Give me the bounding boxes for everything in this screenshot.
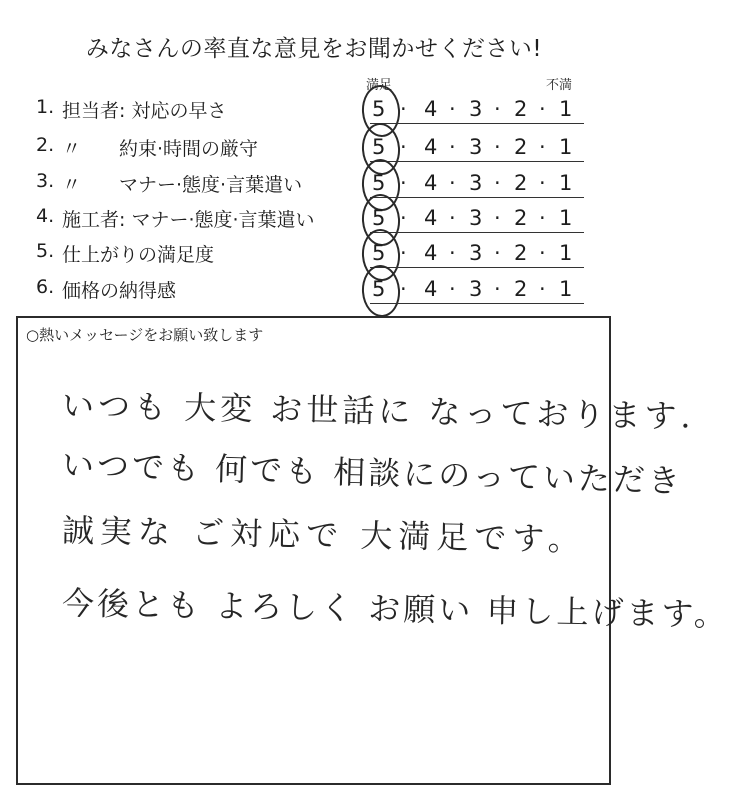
rating-underline: [370, 161, 584, 162]
rating-separator: ·: [400, 241, 407, 265]
rating-separator: ·: [539, 206, 546, 230]
rating-option[interactable]: 2: [514, 206, 528, 230]
rating-separator: ·: [494, 135, 501, 159]
rating-separator: ·: [400, 135, 407, 159]
rating-option[interactable]: 2: [514, 277, 528, 301]
question-label: 担当者: 対応の早さ: [62, 100, 227, 122]
rating-option[interactable]: 5: [372, 135, 386, 159]
rating-separator: ·: [494, 277, 501, 301]
rating-separator: ·: [539, 171, 546, 195]
rating-option[interactable]: 4: [424, 277, 438, 301]
question-number: 4.: [36, 205, 55, 227]
question-row: [0, 92, 628, 126]
rating-separator: ·: [400, 277, 407, 301]
rating-scale: [366, 132, 584, 162]
rating-option[interactable]: 5: [372, 206, 386, 230]
rating-option[interactable]: 1: [559, 97, 573, 121]
rating-option[interactable]: 3: [469, 135, 483, 159]
question-number: 3.: [36, 170, 55, 192]
rating-option[interactable]: 4: [424, 97, 438, 121]
question-label: 〃 約束·時間の厳守: [62, 138, 259, 160]
question-number: 5.: [36, 240, 55, 262]
rating-option[interactable]: 3: [469, 171, 483, 195]
rating-underline: [370, 123, 584, 124]
question-row: [0, 130, 628, 164]
survey-title: みなさんの率直な意見をお聞かせください!: [85, 36, 543, 62]
rating-underline: [370, 197, 584, 198]
question-row: [0, 272, 628, 306]
rating-option[interactable]: 3: [469, 206, 483, 230]
rating-separator: ·: [449, 241, 456, 265]
rating-option[interactable]: 2: [514, 135, 528, 159]
rating-option[interactable]: 2: [514, 171, 528, 195]
rating-underline: [370, 232, 584, 233]
question-row: [0, 201, 628, 235]
question-label: 価格の納得感: [62, 280, 177, 302]
question-label: 〃 マナー·態度·言葉遣い: [62, 174, 303, 196]
rating-underline: [370, 267, 584, 268]
rating-separator: ·: [494, 206, 501, 230]
rating-option[interactable]: 3: [469, 241, 483, 265]
rating-option[interactable]: 1: [559, 135, 573, 159]
rating-option[interactable]: 4: [424, 206, 438, 230]
rating-option[interactable]: 1: [559, 206, 573, 230]
rating-separator: ·: [539, 135, 546, 159]
rating-separator: ·: [400, 97, 407, 121]
question-row: [0, 166, 628, 200]
question-number: 6.: [36, 276, 55, 298]
rating-underline: [370, 303, 584, 304]
rating-separator: ·: [400, 171, 407, 195]
rating-option[interactable]: 4: [424, 241, 438, 265]
rating-scale: [366, 238, 584, 268]
question-number: 2.: [36, 134, 55, 156]
selected-rating-circle: [360, 264, 402, 319]
rating-option[interactable]: 3: [469, 277, 483, 301]
question-number: 1.: [36, 96, 55, 118]
rating-separator: ·: [494, 241, 501, 265]
rating-separator: ·: [449, 171, 456, 195]
rating-scale: [366, 168, 584, 198]
rating-separator: ·: [539, 277, 546, 301]
scale-legend: [0, 74, 628, 94]
rating-option[interactable]: 1: [559, 277, 573, 301]
rating-option[interactable]: 1: [559, 241, 573, 265]
rating-option[interactable]: 4: [424, 171, 438, 195]
message-box: [16, 316, 729, 785]
rating-separator: ·: [539, 97, 546, 121]
handwritten-line: いつでも 何でも 相談にのっていただき: [61, 445, 684, 501]
rating-separator: ·: [449, 206, 456, 230]
handwritten-line: 誠実な ご対応で 大満足です。: [61, 511, 587, 559]
rating-separator: ·: [400, 206, 407, 230]
question-row: [0, 236, 628, 270]
message-box-label: ○熱いメッセージをお願い致します: [26, 326, 264, 344]
rating-option[interactable]: 4: [424, 135, 438, 159]
handwritten-line: 今後とも よろしく お願い 申し上げます。: [61, 584, 729, 634]
rating-option[interactable]: 5: [372, 241, 386, 265]
rating-scale: [366, 94, 584, 124]
rating-option[interactable]: 2: [514, 97, 528, 121]
question-label: 仕上がりの満足度: [62, 244, 215, 266]
rating-scale: [366, 203, 584, 233]
rating-separator: ·: [494, 97, 501, 121]
rating-separator: ·: [449, 277, 456, 301]
rating-option[interactable]: 5: [372, 171, 386, 195]
handwritten-line: いつも 大変 お世話に なっております.: [61, 386, 695, 436]
rating-separator: ·: [494, 171, 501, 195]
scale-high-label: 満足: [366, 78, 393, 93]
rating-option[interactable]: 1: [559, 171, 573, 195]
scale-low-label: 不満: [546, 78, 573, 93]
rating-option[interactable]: 5: [372, 97, 386, 121]
rating-separator: ·: [449, 135, 456, 159]
rating-scale: [366, 274, 584, 304]
rating-separator: ·: [539, 241, 546, 265]
rating-option[interactable]: 2: [514, 241, 528, 265]
rating-option[interactable]: 3: [469, 97, 483, 121]
rating-separator: ·: [449, 97, 456, 121]
question-label: 施工者: マナー·態度·言葉遣い: [62, 209, 315, 231]
rating-option[interactable]: 5: [372, 277, 386, 301]
